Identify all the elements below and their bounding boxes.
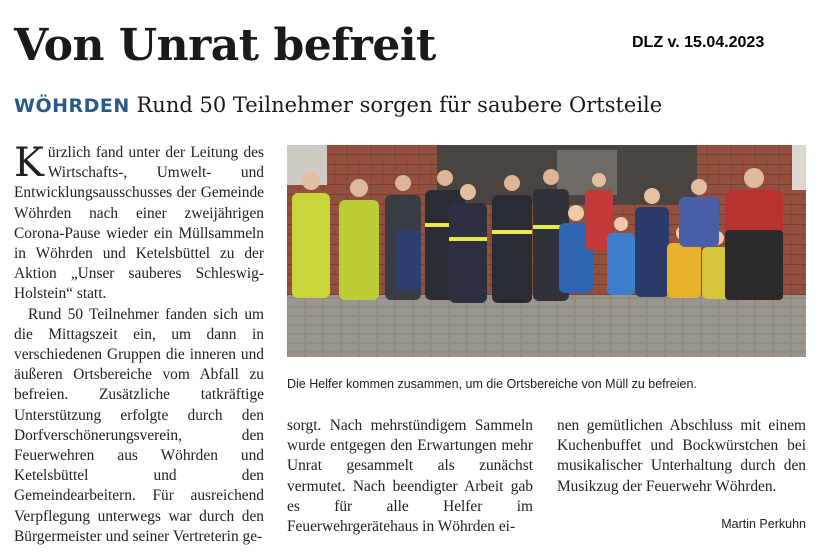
column-2-text: sorgt. Nach mehrstündigem Sammeln wurde entgegen den Erwartungen mehr Unrat gesammelt als zunächst vermutet. Nach beendigter Arbeit gab es für alle Helfer im Feuerwehrgerätehaus in Wöhrden ei-: [287, 417, 533, 536]
author-name: Martin Perkuhn: [721, 517, 806, 531]
group-photo: [287, 145, 806, 357]
headline: Von Unrat befreit: [14, 20, 436, 71]
subheadline: [14, 94, 662, 117]
column-3-text: nen gemütlichen Abschluss mit einem Kuchenbuffet und Bockwürstchen bei musikalischer Unterhaltung durch den Musikzug der Feuerwehr Wöhrden.: [557, 417, 806, 495]
paragraph-1-text: ürzlich fand unter der Leitung des Wirtschafts-, Umwelt- und Entwicklungsausschusses der Gemeinde Wöhrden nach einer zweijährigen Corona-Pause wieder ein Müllsammeln in Wöhrden und Ketelsbüttel zu der Aktion „Unser sauberes Schleswig-Holstein“ statt.: [14, 144, 264, 303]
subheadline-text: Rund 50 Teilnehmer sorgen für saubere Ortsteile: [136, 93, 663, 117]
article-column-3: [557, 416, 806, 497]
article-column-1: [14, 140, 264, 547]
article-column-2: [287, 416, 533, 537]
paragraph-2: Rund 50 Teilnehmer fanden sich um die Mittagszeit ein, um dann in verschiedenen Gruppen die inneren und äußeren Ortsbereiche vom Abfall zu befreien. Zusätzliche tatkräftige Unterstützung erfolgte durch den Dorfverschönerungsverein, den Feuerwehren aus Wöhrden und Ketelsbüttel und den Gemeindearbeitern. Für ausreichend Verpflegung unterwegs war durch den Bürgermeister und seiner Vertreterin ge-: [14, 305, 264, 545]
photo-caption: Die Helfer kommen zusammen, um die Ortsbereiche von Müll zu befreien.: [287, 377, 697, 391]
drop-cap: K: [14, 140, 44, 186]
place-name: WÖHRDEN: [14, 95, 130, 117]
publication-date: DLZ v. 15.04.2023: [632, 34, 765, 51]
paragraph-1: [14, 140, 264, 305]
